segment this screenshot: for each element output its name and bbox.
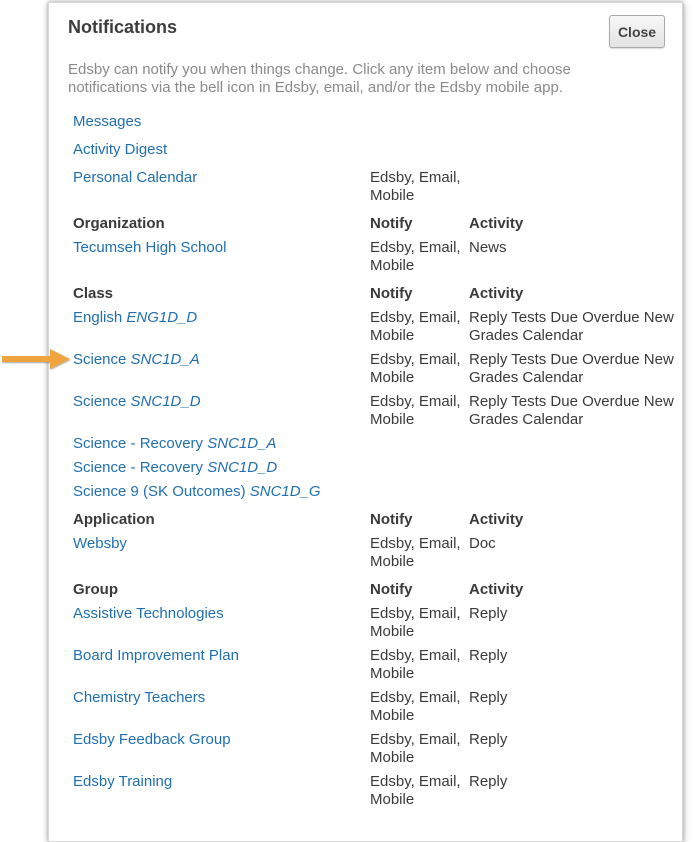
group-link[interactable]: Assistive Technologies [73, 605, 224, 622]
class-name: English [73, 309, 123, 326]
notify-value: Edsby, Email, Mobile [370, 535, 461, 570]
organization-link[interactable]: Tecumseh High School [73, 239, 227, 256]
activity-value: Reply Tests Due Overdue New Grades Calendar [469, 351, 674, 386]
dialog-title: Notifications [68, 17, 178, 37]
group-link[interactable]: Chemistry Teachers [73, 689, 206, 706]
class-name: Science [73, 393, 127, 410]
group-link[interactable]: Edsby Training [73, 773, 173, 790]
list-item [49, 309, 684, 349]
activity-column-heading: Activity [469, 285, 524, 302]
class-code: SNC1D_A [207, 435, 277, 452]
intro-text: Edsby can notify you when things change. Click any item below and choose notifications via the bell icon in Edsby, email, and/or the Edsby mobile app. [68, 61, 571, 96]
notify-column-heading: Notify [370, 215, 413, 232]
class-code: SNC1D_G [249, 483, 321, 500]
list-item-personal-calendar [49, 169, 684, 209]
class-link[interactable] [73, 309, 197, 327]
class-link[interactable] [73, 459, 277, 477]
activity-value: Reply [469, 605, 508, 622]
notify-value: Edsby, Email, Mobile [370, 239, 461, 274]
list-item [49, 731, 684, 771]
list-item [49, 239, 684, 279]
activity-column-heading: Activity [469, 511, 524, 528]
list-item [49, 393, 684, 433]
section-heading: Organization [73, 215, 165, 232]
activity-digest-link[interactable]: Activity Digest [73, 141, 168, 158]
list-item [49, 647, 684, 687]
notify-value: Edsby, Email, Mobile [370, 169, 461, 204]
notify-column-heading: Notify [370, 285, 413, 302]
activity-value: Reply [469, 773, 508, 790]
activity-value: News [469, 239, 507, 256]
class-name: Science - Recovery [73, 435, 204, 452]
notifications-dialog [48, 2, 683, 842]
activity-column-heading: Activity [469, 215, 524, 232]
group-link[interactable]: Board Improvement Plan [73, 647, 239, 664]
class-link[interactable] [73, 483, 321, 501]
activity-value: Reply Tests Due Overdue New Grades Calendar [469, 393, 674, 428]
class-code: SNC1D_D [130, 393, 201, 410]
group-link[interactable]: Edsby Feedback Group [73, 731, 231, 748]
list-item [49, 773, 684, 813]
notify-value: Edsby, Email, Mobile [370, 605, 461, 640]
notify-value: Edsby, Email, Mobile [370, 647, 461, 682]
notify-value: Edsby, Email, Mobile [370, 773, 461, 808]
class-link[interactable] [73, 351, 200, 369]
notify-column-heading: Notify [370, 511, 413, 528]
activity-value: Reply Tests Due Overdue New Grades Calendar [469, 309, 674, 344]
notify-value: Edsby, Email, Mobile [370, 393, 461, 428]
activity-value: Doc [469, 535, 496, 552]
list-item [49, 351, 684, 391]
notify-value: Edsby, Email, Mobile [370, 689, 461, 724]
class-name: Science - Recovery [73, 459, 204, 476]
activity-value: Reply [469, 647, 508, 664]
section-heading: Application [73, 511, 155, 528]
notify-column-heading: Notify [370, 581, 413, 598]
activity-column-heading: Activity [469, 581, 524, 598]
class-name: Science [73, 351, 127, 368]
activity-value: Reply [469, 731, 508, 748]
class-name: Science 9 (SK Outcomes) [73, 483, 246, 500]
messages-link[interactable]: Messages [73, 113, 142, 130]
notify-value: Edsby, Email, Mobile [370, 351, 461, 386]
arrow-right-icon [0, 346, 72, 372]
class-link[interactable] [73, 435, 276, 453]
list-item [49, 689, 684, 729]
section-heading: Group [73, 581, 118, 598]
list-item [49, 605, 684, 645]
close-button[interactable]: Close [609, 15, 665, 48]
class-code: ENG1D_D [126, 309, 198, 326]
class-code: SNC1D_A [130, 351, 200, 368]
application-link[interactable]: Websby [73, 535, 127, 552]
list-item [49, 535, 684, 575]
personal-calendar-link[interactable]: Personal Calendar [73, 169, 198, 186]
notify-value: Edsby, Email, Mobile [370, 309, 461, 344]
class-code: SNC1D_D [207, 459, 278, 476]
notify-value: Edsby, Email, Mobile [370, 731, 461, 766]
activity-value: Reply [469, 689, 508, 706]
class-link[interactable] [73, 393, 201, 411]
section-heading: Class [73, 285, 114, 302]
